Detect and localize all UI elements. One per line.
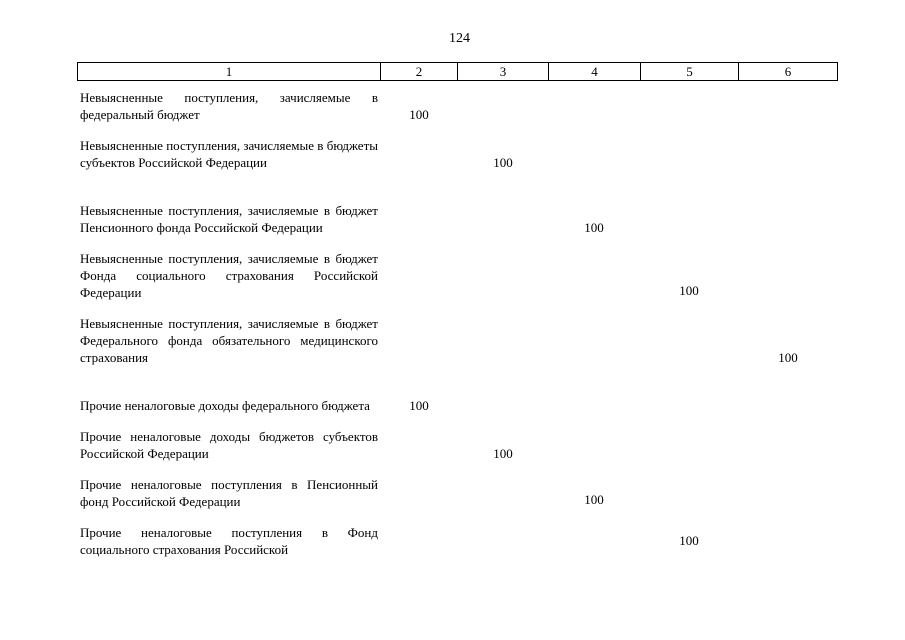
table-row [0, 428, 905, 462]
table-row [0, 137, 905, 171]
row-label: Прочие неналоговые доходы федерального бюджета [80, 398, 370, 413]
column-header-table [77, 62, 838, 81]
row-value: 100 [409, 398, 429, 413]
table-row [0, 380, 905, 414]
column-header-1: 1 [78, 63, 381, 81]
row-label: Невыясненные поступления, зачисляемые в бюджеты субъектов Российской Федерации [80, 138, 378, 170]
table-row [0, 185, 905, 236]
row-value: 100 [679, 533, 699, 548]
column-header-row [78, 63, 838, 81]
row-value: 100 [493, 446, 513, 461]
column-header-6: 6 [739, 63, 838, 81]
column-header-3: 3 [458, 63, 549, 81]
row-value: 100 [679, 283, 699, 298]
row-value: 100 [409, 107, 429, 122]
column-header-2: 2 [381, 63, 458, 81]
row-label: Прочие неналоговые поступления в Фонд социального страхования Российской [80, 525, 378, 557]
row-value: 100 [778, 350, 798, 365]
table-row [0, 89, 905, 123]
row-label: Прочие неналоговые доходы бюджетов субъектов Российской Федерации [80, 429, 378, 461]
table-row [0, 250, 905, 301]
row-label: Невыясненные поступления, зачисляемые в бюджет Федерального фонда обязательного медицинского страхования [80, 316, 378, 365]
row-label: Невыясненные поступления, зачисляемые в федеральный бюджет [80, 90, 378, 122]
row-label: Прочие неналоговые поступления в Пенсионный фонд Российской Федерации [80, 477, 378, 509]
table-row [0, 524, 905, 558]
row-label: Невыясненные поступления, зачисляемые в бюджет Фонда социального страхования Российской Федерации [80, 251, 378, 300]
row-label: Невыясненные поступления, зачисляемые в бюджет Пенсионного фонда Российской Федерации [80, 203, 378, 235]
table-row [0, 476, 905, 510]
row-value: 100 [493, 155, 513, 170]
income-rows [0, 89, 905, 558]
column-header-4: 4 [549, 63, 641, 81]
page-number: 124 [449, 31, 470, 46]
column-header-5: 5 [641, 63, 739, 81]
row-value: 100 [584, 492, 604, 507]
table-row [0, 315, 905, 366]
row-value: 100 [584, 220, 604, 235]
